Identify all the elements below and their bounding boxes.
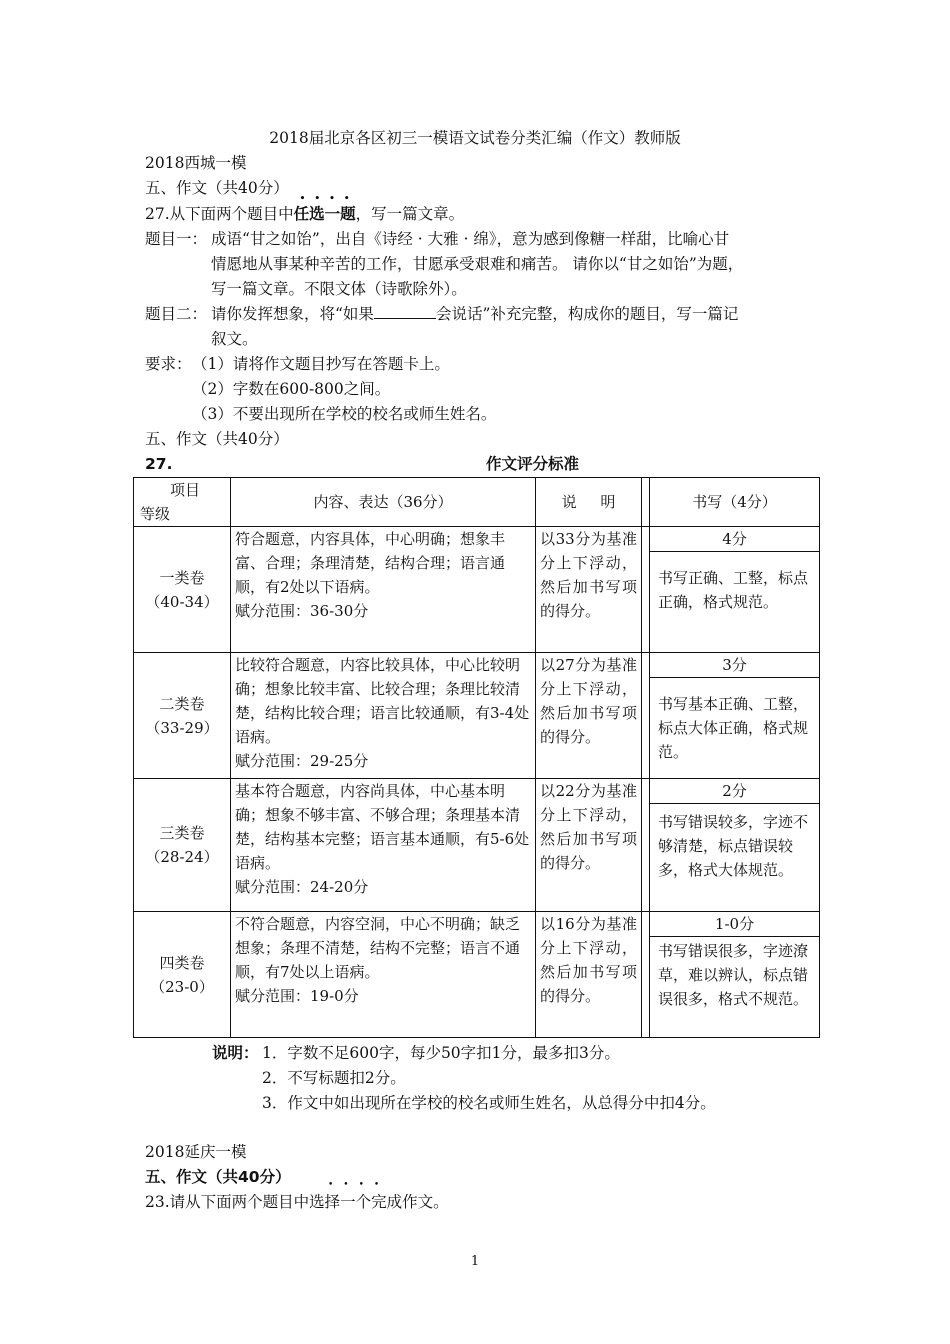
- question-emphasis: •••• 任选一题: [293, 194, 359, 223]
- notes-label: 说明：: [212, 1044, 259, 1062]
- content-cell: 基本符合题意，内容尚具体，中心基本明确；想象不够丰富、不够合理；条理基本清楚，结构基本完整；语言基本通顺，有5-6处语病。 赋分范围：24-20分: [231, 779, 536, 912]
- header-content: 内容、表达（36分）: [231, 478, 536, 527]
- part-heading: 五、作文（共40分）: [145, 1168, 291, 1186]
- document-title: 2018届北京各区初三一模语文试卷分类汇编（作文）教师版: [269, 129, 681, 147]
- table-row: [134, 779, 820, 912]
- header-writing: 书写（4分）: [650, 478, 820, 527]
- rubric-table: [133, 477, 820, 1038]
- fill-blank: [374, 302, 436, 319]
- note-cell: 以27分为基准分上下浮动，然后加书写项的得分。: [536, 653, 642, 779]
- question-27: [145, 194, 465, 226]
- question-suffix: ，写一篇文章。: [355, 205, 465, 223]
- content-cell: 符合题意，内容具体，中心明确；想象丰富、合理；条理清楚，结构合理；语言通顺，有2处以下语病。 赋分范围：36-30分: [231, 527, 536, 653]
- district-heading-yanqing: 2018延庆一模: [145, 1143, 247, 1161]
- header-item-level: 项目 等级: [134, 478, 231, 527]
- level-cell: 三类卷 （28-24）: [134, 779, 231, 912]
- question-23: 23.请从下面两个题目中选择一个完成作文。 ••••: [145, 1180, 449, 1211]
- topic1-line: 成语“甘之如饴”，出自《诗经 · 大雅 · 绵》，意为感到像糖一样甜，比喻心甘: [211, 230, 730, 248]
- note-cell: 以16分为基准分上下浮动，然后加书写项的得分。: [536, 912, 642, 1038]
- writing-cell: 4分 书写正确、工整，标点正确，格式规范。: [650, 527, 820, 653]
- header-note: 说 明: [536, 478, 642, 527]
- table-row: [134, 912, 820, 1038]
- rubric-number: 27.: [145, 455, 173, 473]
- district-heading-xicheng: 2018西城一模: [145, 154, 247, 172]
- requirement-item: （3）不要出现所在学校的校名或师生姓名。: [192, 405, 497, 423]
- writing-cell: 2分 书写错误较多，字迹不够清楚，标点错误较多，格式大体规范。: [650, 779, 820, 912]
- level-cell: 二类卷 （33-29）: [134, 653, 231, 779]
- requirement-item: （1）请将作文题目抄写在答题卡上。: [192, 355, 450, 373]
- content-cell: 比较符合题意，内容比较具体，中心比较明确；想象比较丰富、比较合理；条理比较清楚，结构比较合理；语言比较通顺，有3-4处语病。 赋分范围：29-25分: [231, 653, 536, 779]
- question-prefix: 27.从下面两个题目中: [145, 205, 294, 223]
- table-header-row: [134, 478, 820, 527]
- level-cell: 四类卷 （23-0）: [134, 912, 231, 1038]
- requirements-label: 要求：: [145, 355, 192, 373]
- double-divider: [642, 527, 650, 653]
- topic2-line: 叙文。: [211, 330, 258, 348]
- writing-cell: 3分 书写基本正确、工整，标点大体正确，格式规范。: [650, 653, 820, 779]
- part-heading: 五、作文（共40分）: [145, 430, 289, 448]
- content-cell: 不符合题意，内容空洞，中心不明确；缺乏想象；条理不清楚，结构不完整；语言不通顺，有7处以上语病。 赋分范围：19-0分: [231, 912, 536, 1038]
- note-cell: 以22分为基准分上下浮动，然后加书写项的得分。: [536, 779, 642, 912]
- topic1-line: 情愿地从事某种辛苦的工作，甘愿承受艰难和痛苦。 请你以“甘之如饴”为题，: [211, 255, 744, 273]
- table-row: [134, 527, 820, 653]
- double-divider: [642, 478, 650, 527]
- double-divider: [642, 653, 650, 779]
- topic2-line: 请你发挥想象，将“如果 会说话”补充完整，构成你的题目，写一篇记: [211, 302, 738, 326]
- double-divider: [642, 779, 650, 912]
- rubric-title: 作文评分标准: [486, 455, 580, 473]
- part-heading: 五、作文（共40分）: [145, 179, 289, 197]
- level-cell: 一类卷 （40-34）: [134, 527, 231, 653]
- double-divider: [642, 912, 650, 1038]
- topic2-label: 题目二：: [145, 305, 208, 323]
- table-row: [134, 653, 820, 779]
- topic1-label: 题目一：: [145, 230, 208, 248]
- emphasis-dots: ••••: [328, 1180, 390, 1190]
- note-item: 3．作文中如出现所在学校的校名或师生姓名，从总得分中扣4分。: [262, 1094, 716, 1112]
- topic1-line: 写一篇文章。不限文体（诗歌除外）。: [211, 280, 467, 298]
- requirement-item: （2）字数在600-800之间。: [192, 380, 391, 398]
- page-number: 1: [470, 1254, 480, 1269]
- emphasis-dots: ••••: [299, 194, 359, 204]
- note-cell: 以33分为基准分上下浮动，然后加书写项的得分。: [536, 527, 642, 653]
- note-item: 1．字数不足600字，每少50字扣1分，最多扣3分。: [262, 1044, 620, 1062]
- note-item: 2．不写标题扣2分。: [262, 1069, 406, 1087]
- writing-cell: 1-0分 书写错误很多，字迹潦草，难以辨认，标点错误很多，格式不规范。: [650, 912, 820, 1038]
